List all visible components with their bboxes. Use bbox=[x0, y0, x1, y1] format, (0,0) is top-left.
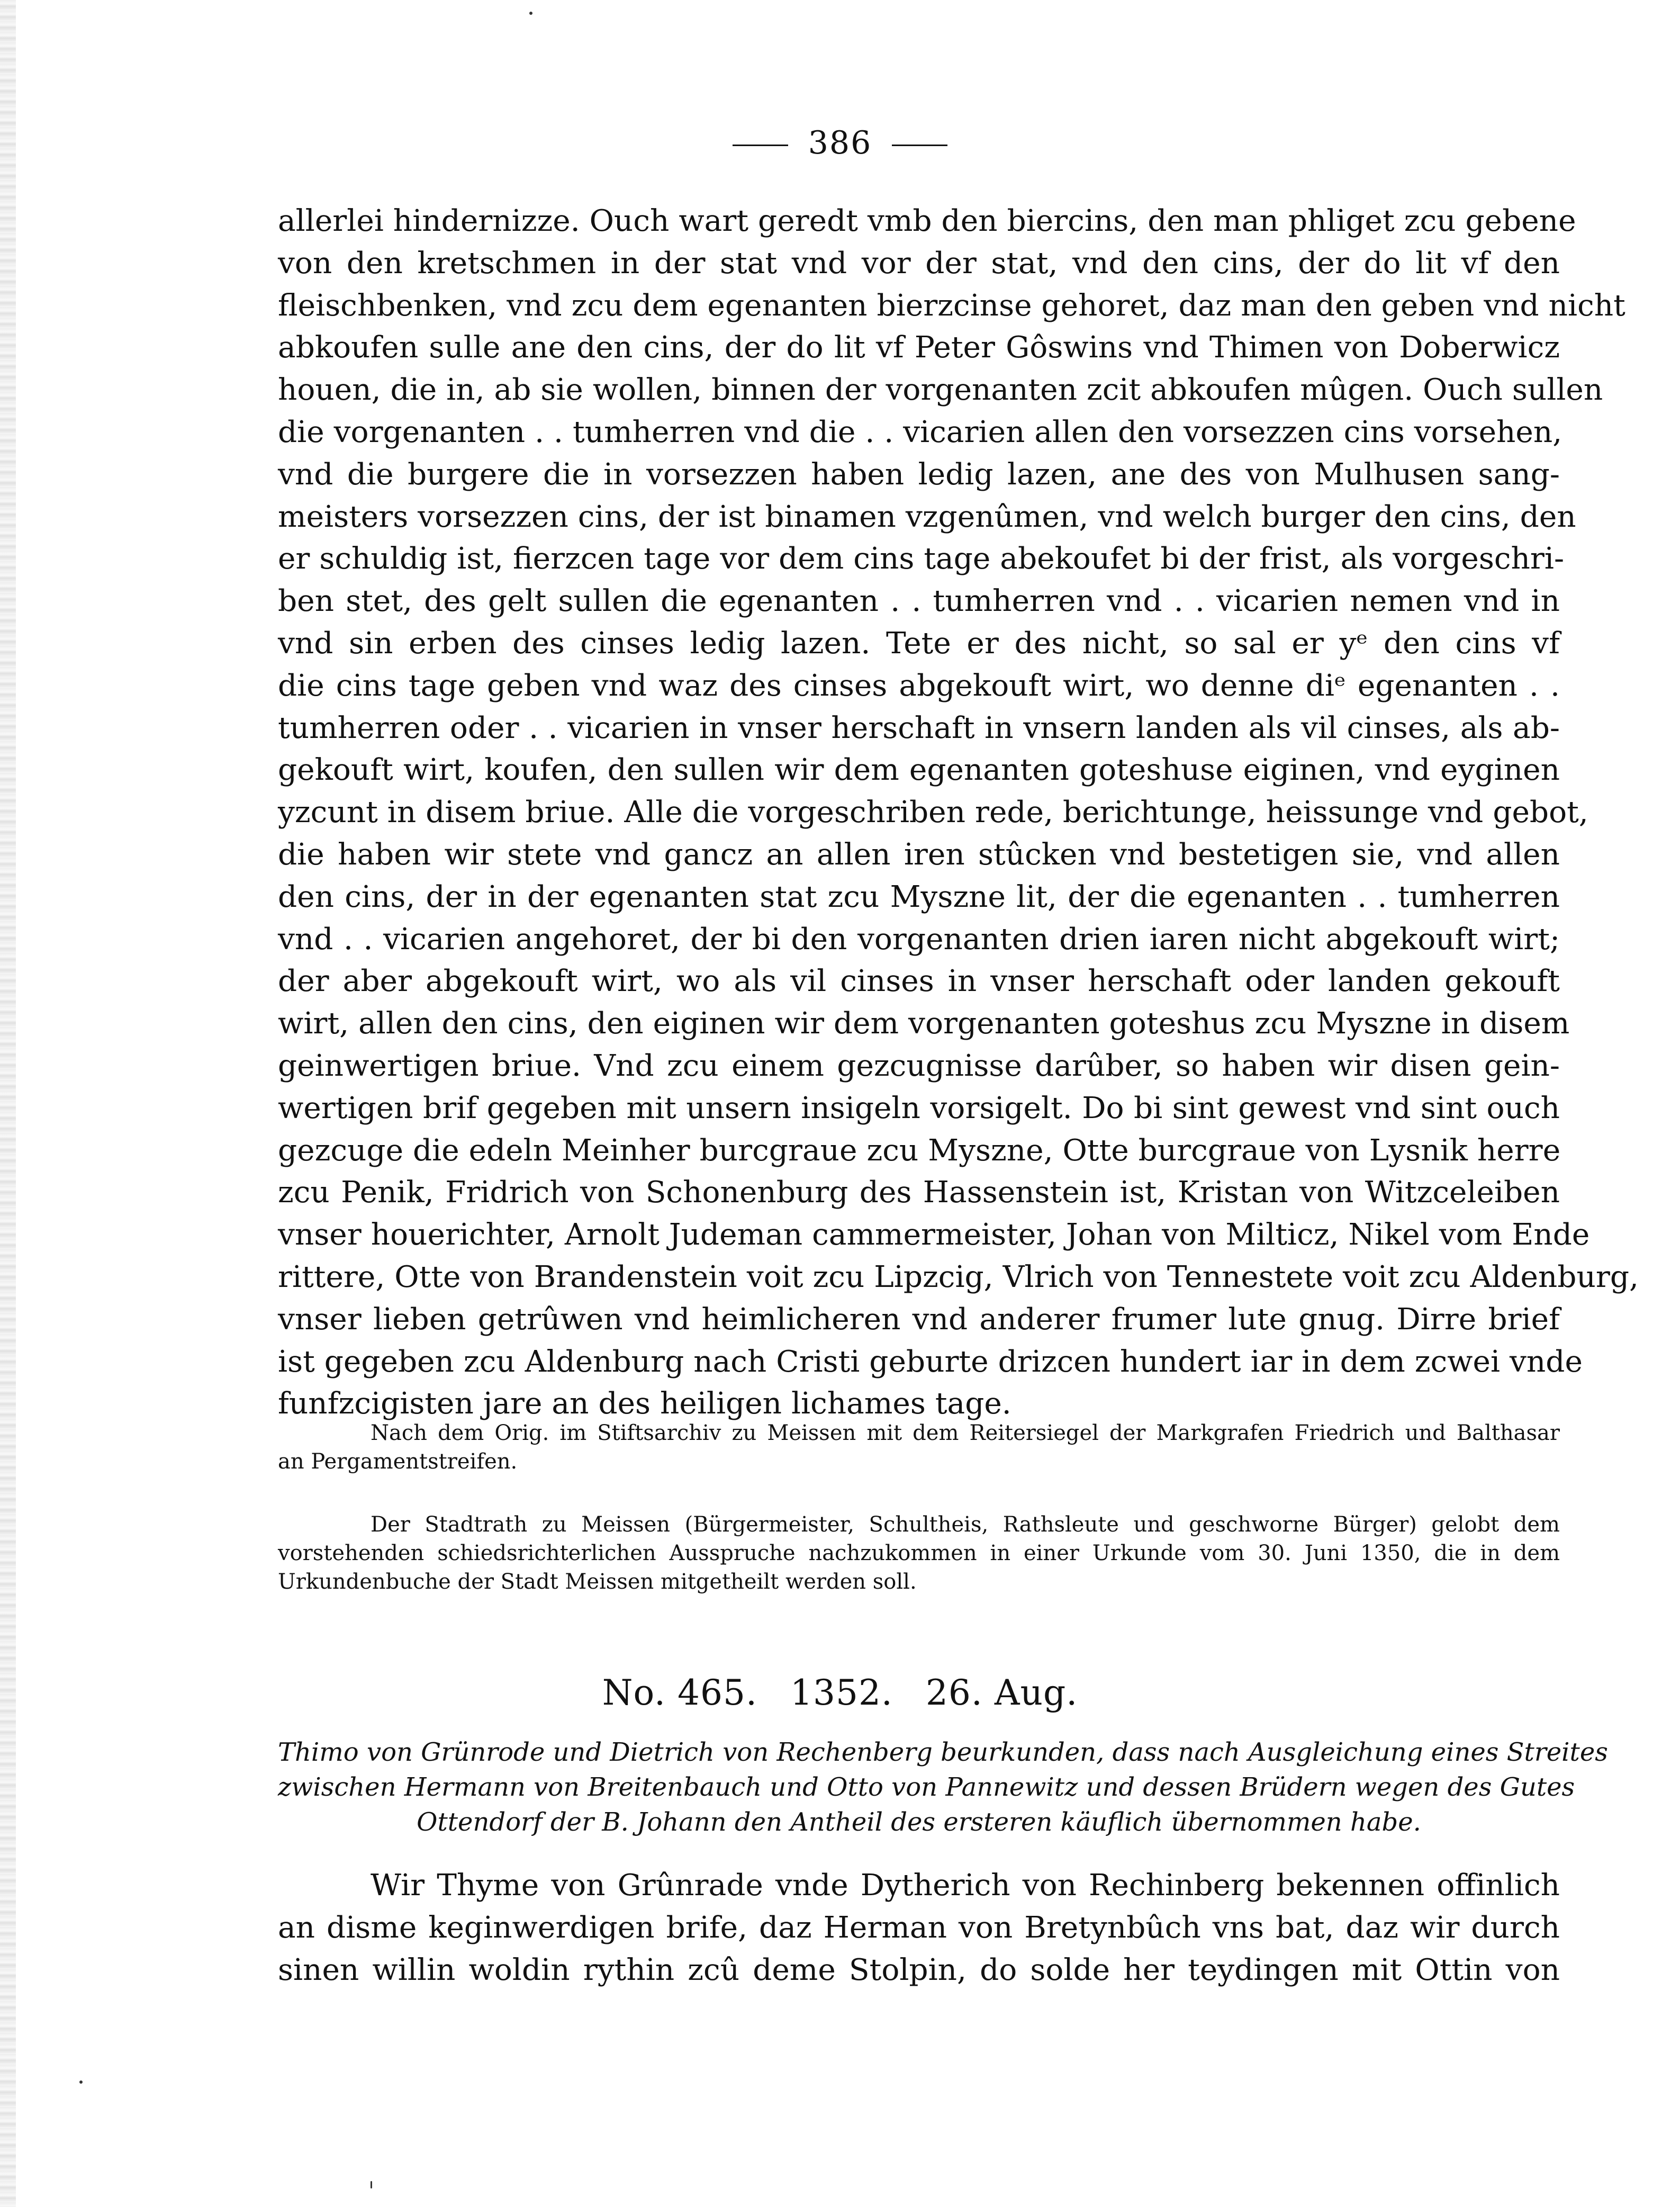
text-line: fleischbenken, vnd zcu dem egenanten bierzcinse gehoret, daz man den geben vnd nicht bbox=[278, 288, 1625, 323]
text-line: tumherren oder . . vicarien in vnser herschaft in vnsern landen als vil cinses, als ab- bbox=[278, 710, 1560, 745]
document-heading bbox=[0, 1672, 1680, 1713]
note-line-last: an Pergamentstreifen. bbox=[278, 1449, 518, 1474]
text-line: vnd die burgere die in vorsezzen haben ledig lazen, ane des von Mulhusen sang- bbox=[278, 457, 1560, 492]
text-line: er schuldig ist, fierzcen tage vor dem cins tage abekoufet bi der frist, als vorgeschri- bbox=[278, 542, 1565, 576]
note-line: Der Stadtrath zu Meissen (Bürgermeister, Schultheis, Rathsleute und geschworne Bürger) gelobt dem bbox=[371, 1512, 1560, 1537]
text-line: die cins tage geben vnd waz des cinses abgekouft wirt, wo denne diᵉ egenanten . . bbox=[278, 668, 1560, 703]
page-header bbox=[0, 124, 1680, 161]
text-line: ben stet, des gelt sullen die egenanten . . tumherren vnd . . vicarien nemen vnd in bbox=[278, 584, 1560, 619]
header-rule-left bbox=[733, 145, 788, 146]
text-line: meisters vorsezzen cins, der ist binamen vzgenûmen, vnd welch burger den cins, den bbox=[278, 499, 1576, 534]
source-note bbox=[278, 1419, 1560, 1476]
text-line: wirt, allen den cins, den eiginen wir dem vorgenanten goteshus zcu Myszne in disem bbox=[278, 1006, 1570, 1041]
editorial-note bbox=[278, 1510, 1560, 1596]
scan-speck bbox=[79, 2080, 83, 2084]
text-line: gekouft wirt, koufen, den sullen wir dem egenanten goteshuse eiginen, vnd eyginen bbox=[278, 753, 1560, 788]
header-rule-right bbox=[892, 145, 947, 146]
text-line: vnser lieben getrûwen vnd heimlicheren vnd anderer frumer lute gnug. Dirre brief bbox=[278, 1302, 1560, 1337]
scan-margin-edge bbox=[0, 0, 16, 2207]
text-line: yzcunt in disem briue. Alle die vorgeschriben rede, berichtunge, heissunge vnd gebot, bbox=[278, 795, 1588, 830]
text-line: allerlei hindernizze. Ouch wart geredt vmb den biercins, den man phliget zcu gebene bbox=[278, 204, 1576, 238]
document-date: 26. Aug. bbox=[925, 1672, 1078, 1713]
text-line: geinwertigen briue. Vnd zcu einem gezcugnisse darûber, so haben wir disen gein- bbox=[278, 1048, 1560, 1083]
charter-line: Wir Thyme von Grûnrade vnde Dytherich von Rechinberg bekennen offinlich bbox=[371, 1868, 1560, 1903]
summary-line: Thimo von Grünrode und Dietrich von Rechenberg beurkunden, dass nach Ausgleichung eines Streites bbox=[278, 1737, 1608, 1767]
charter-text bbox=[278, 1864, 1560, 1992]
text-line: zcu Penik, Fridrich von Schonenburg des Hassenstein ist, Kristan von Witzceleiben bbox=[278, 1175, 1560, 1210]
text-line: wertigen brif gegeben mit unsern insigeln vorsigelt. Do bi sint gewest vnd sint ouch bbox=[278, 1091, 1560, 1125]
text-line: rittere, Otte von Brandenstein voit zcu Lipzcig, Vlrich von Tennestete voit zcu Aldenburg, bbox=[278, 1259, 1639, 1294]
note-line-last: Urkundenbuche der Stadt Meissen mitgetheilt werden soll. bbox=[278, 1570, 917, 1594]
text-line: vnd sin erben des cinses ledig lazen. Tete er des nicht, so sal er yᵉ den cins vf bbox=[278, 626, 1560, 661]
note-line: Nach dem Orig. im Stiftsarchiv zu Meissen mit dem Reitersiegel der Markgrafen Friedrich und Balthasar bbox=[371, 1421, 1560, 1445]
document-number: No. 465. bbox=[602, 1672, 757, 1713]
text-line: houen, die in, ab sie wollen, binnen der vorgenanten zcit abkoufen mûgen. Ouch sullen bbox=[278, 373, 1603, 408]
document-year: 1352. bbox=[790, 1672, 893, 1713]
charter-line: an disme keginwerdigen brife, daz Herman von Bretynbûch vns bat, daz wir durch bbox=[278, 1911, 1560, 1945]
text-line: abkoufen sulle ane den cins, der do lit vf Peter Gôswins vnd Thimen von Doberwicz bbox=[278, 330, 1560, 365]
summary-line: zwischen Hermann von Breitenbauch und Otto von Pannewitz und dessen Brüdern wegen des Gutes bbox=[278, 1772, 1575, 1802]
document-summary bbox=[278, 1735, 1608, 1840]
text-line: die vorgenanten . . tumherren vnd die . . vicarien allen den vorsezzen cins vorsehen, bbox=[278, 415, 1562, 449]
text-line: ist gegeben zcu Aldenburg nach Cristi geburte drizcen hundert iar in dem zcwei vnde bbox=[278, 1344, 1583, 1379]
text-line: den cins, der in der egenanten stat zcu Myszne lit, der die egenanten . . tumherren bbox=[278, 879, 1560, 914]
text-line: gezcuge die edeln Meinher burcgraue zcu Myszne, Otte burcgraue von Lysnik herre bbox=[278, 1133, 1561, 1168]
text-line: der aber abgekouft wirt, wo als vil cinses in vnser herschaft oder landen gekouft bbox=[278, 964, 1560, 999]
scan-speck bbox=[371, 2181, 372, 2188]
text-line: vnd . . vicarien angehoret, der bi den vorgenanten drien iaren nicht abgekouft wirt; bbox=[278, 922, 1560, 957]
text-line-last: funfzcigisten jare an des heiligen lichames tage. bbox=[278, 1386, 1011, 1421]
scan-speck bbox=[529, 12, 532, 15]
text-line: die haben wir stete vnd gancz an allen iren stûcken vnd bestetigen sie, vnd allen bbox=[278, 837, 1560, 872]
text-line: vnser houerichter, Arnolt Judeman cammermeister, Johan von Milticz, Nikel vom Ende bbox=[278, 1218, 1590, 1253]
text-line: von den kretschmen in der stat vnd vor der stat, vnd den cins, der do lit vf den bbox=[278, 246, 1560, 281]
note-line: vorstehenden schiedsrichterlichen Ausspruche nachzukommen in einer Urkunde vom 30. Juni 1350, die in dem bbox=[278, 1541, 1560, 1565]
charter-continuation-text bbox=[278, 200, 1639, 1425]
page-number: 386 bbox=[808, 124, 872, 161]
charter-line: sinen willin woldin rythin zcû deme Stolpin, do solde her teydingen mit Ottin von bbox=[278, 1953, 1560, 1987]
summary-line-last: Ottendorf der B. Johann den Antheil des ersteren käuflich übernommen habe. bbox=[417, 1807, 1421, 1837]
